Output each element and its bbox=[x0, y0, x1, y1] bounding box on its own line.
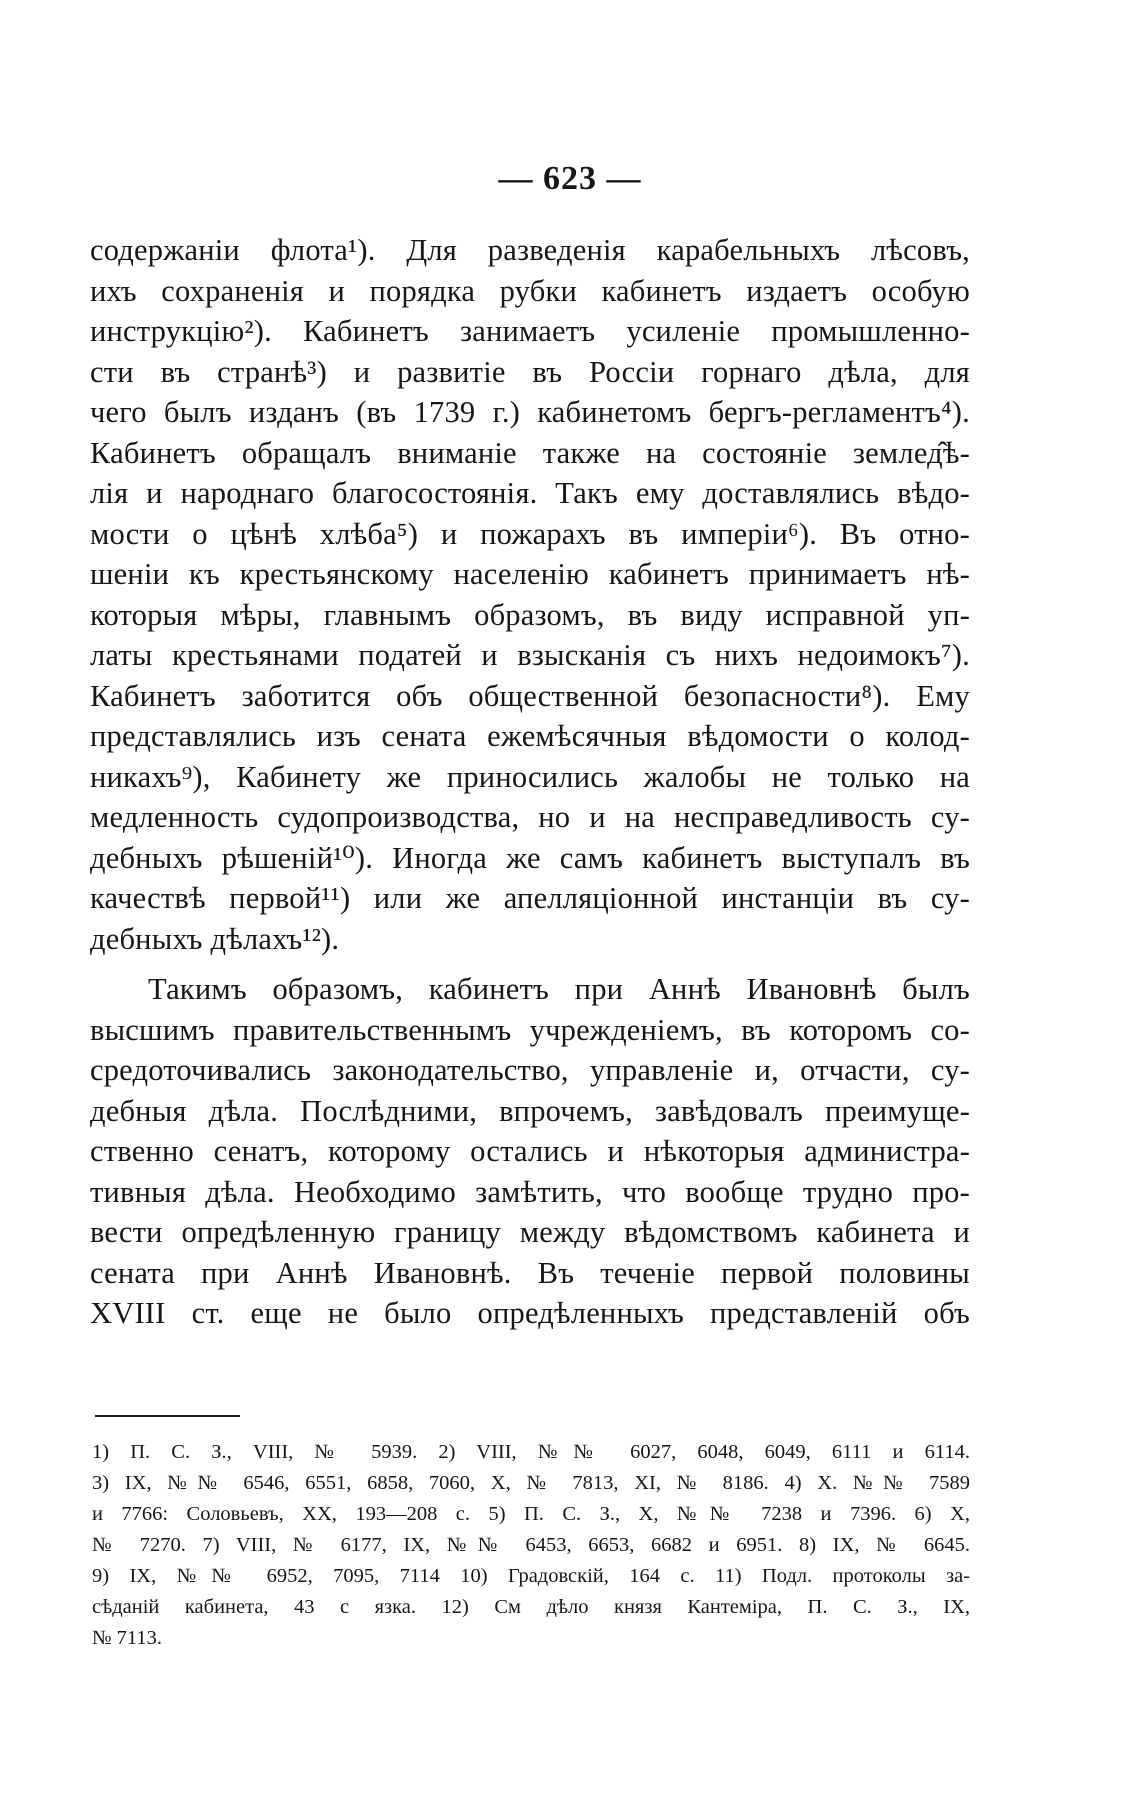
text-line: которыя мѣры, главнымъ образомъ, въ виду исправной уп- bbox=[90, 597, 970, 632]
text-line: тивныя дѣла. Необходимо замѣтить, что вообще трудно про- bbox=[90, 1174, 970, 1209]
page-number: — 623 — bbox=[498, 160, 642, 197]
text-line: лія и народнаго благосостоянія. Такъ ему доставлялись вѣдо- bbox=[90, 476, 970, 510]
text-line: средоточивались законодательство, управленіе и, отчасти, су- bbox=[90, 1053, 970, 1087]
paragraph-gap bbox=[90, 959, 970, 969]
text-line: качествѣ первой¹¹) или же апелляціонной инстанціи въ су- bbox=[90, 881, 970, 915]
footnote-divider bbox=[95, 1415, 240, 1417]
text-line: ственно сенатъ, которому остались и нѣкоторыя администра- bbox=[90, 1134, 970, 1168]
footnote-line: № 7113. bbox=[92, 1627, 163, 1649]
text-line: мости о цѣнѣ хлѣба⁵) и пожарахъ въ имперіи⁶). Въ отно- bbox=[90, 516, 970, 551]
text-line: вести опредѣленную границу между вѣдомствомъ кабинета и bbox=[90, 1215, 970, 1249]
text-line: инструкцію²). Кабинетъ занимаетъ усиленіе промышленно- bbox=[90, 314, 970, 348]
footnote-line: и 7766: Соловьевъ, XX, 193—208 с. 5) П. С. З., X, №№ 7238 и 7396. 6) X, bbox=[92, 1503, 970, 1525]
footnote-line: сѣданій кабинета, 43 с язка. 12) См дѣло князя Кантеміра, П. С. З., IX, bbox=[92, 1596, 970, 1618]
text-line: сти въ странѣ³) и развитіе въ Россіи горнаго дѣла, для bbox=[90, 354, 970, 389]
footnotes bbox=[92, 1437, 970, 1654]
text-line: содержаніи флота¹). Для разведенія карабельныхъ лѣсовъ, bbox=[90, 233, 970, 267]
text-line: представлялись изъ сената ежемѣсячныя вѣдомости о колод- bbox=[90, 719, 970, 753]
text-line: шеніи къ крестьянскому населенію кабинетъ принимаетъ нѣ- bbox=[90, 557, 970, 591]
text-line: латы крестьянами податей и взысканія съ нихъ недоимокъ⁷). bbox=[90, 638, 970, 672]
text-line: медленность судопроизводства, но и на несправедливость су- bbox=[90, 800, 970, 834]
paragraph-2 bbox=[90, 969, 970, 1334]
text-line: дебныя дѣла. Послѣдними, впрочемъ, завѣдовалъ преимуще- bbox=[90, 1093, 970, 1128]
footnote-line: 1) П. С. З., VIII, № 5939. 2) VIII, №№ 6027, 6048, 6049, 6111 и 6114. bbox=[92, 1441, 970, 1463]
text-line: Такимъ образомъ, кабинетъ при Аннѣ Ивановнѣ былъ bbox=[148, 972, 970, 1006]
text-line: XVIII ст. еще не было опредѣленныхъ представленій объ bbox=[90, 1296, 970, 1330]
text-line: чего былъ изданъ (въ 1739 г.) кабинетомъ бергъ-регламентъ⁴). bbox=[90, 395, 970, 429]
text-line: Кабинетъ заботится объ общественной безопасности⁸). Ему bbox=[90, 678, 970, 713]
footnote-line: № 7270. 7) VIII, № 6177, IX, №№ 6453, 6653, 6682 и 6951. 8) IX, № 6645. bbox=[92, 1534, 970, 1556]
text-line: сената при Аннѣ Ивановнѣ. Въ теченіе первой половины bbox=[90, 1255, 970, 1290]
text-line: высшимъ правительственнымъ учрежденіемъ, въ которомъ со- bbox=[90, 1012, 970, 1047]
text-line: никахъ⁹), Кабинету же приносились жалобы не только на bbox=[90, 759, 970, 794]
text-line: ихъ сохраненія и порядка рубки кабинетъ издаетъ особую bbox=[90, 273, 970, 308]
text-line: дебныхъ дѣлахъ¹²). bbox=[90, 921, 340, 956]
footnote-line: 3) IX, №№ 6546, 6551, 6858, 7060, X, № 7813, XI, № 8186. 4) X. №№ 7589 bbox=[92, 1472, 970, 1494]
text-line: дебныхъ рѣшеній¹⁰). Иногда же самъ кабинетъ выступалъ въ bbox=[90, 840, 970, 875]
footnote-line: 9) IX, №№ 6952, 7095, 7114 10) Градовскій, 164 с. 11) Подл. протоколы за- bbox=[92, 1565, 970, 1587]
main-text bbox=[90, 230, 970, 1334]
paragraph-1 bbox=[90, 230, 970, 959]
text-line: Кабинетъ обращалъ вниманіе также на состояніе землед̂ѣ- bbox=[90, 435, 970, 470]
